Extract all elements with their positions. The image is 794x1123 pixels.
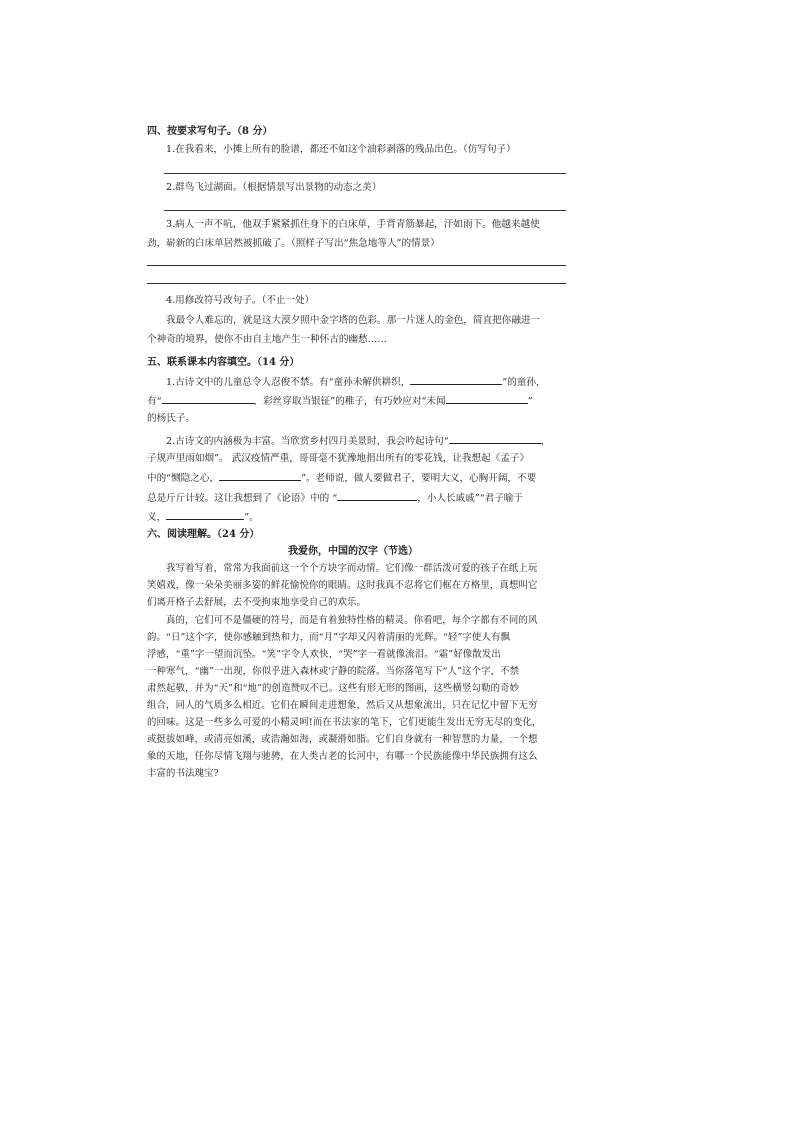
passage-line: 韵。“日”这个字，使你感触到热和力，而“月”字却又闪着清丽的光辉。“轻”字使人有飘 bbox=[147, 632, 511, 643]
answer-line[interactable] bbox=[147, 283, 566, 284]
section-4-question-3-line-1: 3.病人一声不吭，他双手紧紧抓住身下的白床单，手背青筋暴起，汗如雨下。他越来越使 bbox=[166, 219, 540, 230]
passage-line: 丰富的书法瑰宝? bbox=[147, 768, 219, 779]
text-segment: ，彩丝穿取当银钲”的稚子，有巧妙应对“未闻 bbox=[253, 396, 446, 407]
section-5-question-2-line-5 bbox=[147, 509, 259, 524]
section-4-question-4: 4.用修改符号改句子。（不止一处） bbox=[166, 295, 315, 306]
passage-line: 我写着写着，常常为我面前这一个个方块字而动情。它们像一群活泼可爱的孩子在纸上玩 bbox=[166, 563, 538, 574]
passage-line: 真的，它们可不是僵硬的符号，而是有着独特性格的精灵。你看吧，每个字都有不同的风 bbox=[166, 615, 538, 626]
answer-line[interactable] bbox=[164, 210, 566, 211]
text-segment: ”的童孙， bbox=[502, 377, 546, 388]
passage-line: 象的天地，任你尽情飞翔与驰骋，在人类古老的长河中，有哪一个民族能像中华民族拥有这么 bbox=[147, 751, 538, 762]
passage-line: 浮感，“重”字一望而沉坠。“笑”字令人欢快，“哭”字一看就像流泪。“霜”好像散发出 bbox=[147, 649, 501, 660]
passage-line: 的回味。这是一些多么可爱的小精灵呵!而在书法家的笔下，它们更能生发出无穷无尽的变化， bbox=[147, 717, 542, 728]
text-segment: 1.古诗文中的儿童总令人忍俊不禁。有“童孙未解供耕织， bbox=[166, 377, 411, 388]
section-5-question-2-line-2: 子规声里雨如烟”。 武汉疫情严重，哥哥毫不犹豫地捐出所有的零花钱，让我想起《孟子》 bbox=[147, 453, 530, 464]
text-segment: 总是斤斤计较。这让我想到了《论语》中的 “ bbox=[147, 493, 338, 504]
section-4-question-4-text-line-2: 个神奇的境界，使你不由自主地产生一种怀古的幽愁…… bbox=[147, 334, 387, 345]
text-segment: ， bbox=[540, 436, 551, 447]
passage-line: 笑嬉戏，像一朵朵美丽多姿的鲜花愉悦你的眼睛。这时我真不忍将它们框在方格里，真想叫它 bbox=[147, 580, 538, 591]
fill-blank[interactable] bbox=[166, 509, 244, 520]
reading-passage-title: 我爱你，中国的汉字（节选） bbox=[288, 546, 418, 557]
section-5-question-2-line-3 bbox=[147, 470, 536, 485]
text-segment: ”。 bbox=[244, 512, 259, 523]
fill-blank[interactable] bbox=[219, 470, 301, 481]
section-5-question-2-line-4 bbox=[147, 490, 523, 505]
section-5-question-1-line-2 bbox=[147, 393, 533, 408]
text-segment: ” bbox=[527, 396, 533, 407]
section-4-heading: 四、按要求写句子。（8 分） bbox=[147, 126, 273, 137]
text-segment: ，小人长戚戚”“君子喻于 bbox=[417, 493, 523, 504]
passage-line: 组合，同人的气质多么相近。它们在瞬间走进想象，然后又从想象流出，只在记忆中留下无穷 bbox=[147, 700, 538, 711]
passage-line: 们离开格子去舒展，去不受拘束地享受自己的欢乐。 bbox=[147, 597, 367, 608]
answer-line[interactable] bbox=[147, 265, 566, 266]
passage-line: 或挺拔如峰，或清亮如溪，或浩瀚如海，或凝滑如脂。它们自身就有一种智慧的力量，一个想 bbox=[147, 734, 538, 745]
fill-blank[interactable] bbox=[449, 433, 541, 444]
section-5-question-2-line-1 bbox=[166, 433, 550, 448]
section-4-question-1: 1.在我看来，小摊上所有的脸谱，都还不如这个油彩剥落的残品出色。（仿写句子） bbox=[166, 144, 516, 155]
fill-blank[interactable] bbox=[410, 374, 502, 385]
fill-blank[interactable] bbox=[162, 393, 254, 404]
text-segment: 义， bbox=[147, 512, 167, 523]
section-4-question-3-line-2: 劲，崭新的白床单居然被抓破了。（照样子写出“焦急地等人”的情景） bbox=[147, 238, 440, 249]
text-segment: 有“ bbox=[147, 396, 162, 407]
passage-line: 一种寒气，“幽”一出现，你似乎进入森林或宁静的院落。当你落笔写下“人”这个字，不禁 bbox=[147, 666, 520, 677]
passage-line: 肃然起敬，并为“天”和“地”的创造赞叹不已。这些有形无形的图画，这些横竖勾勒的奇妙 bbox=[147, 683, 520, 694]
section-5-question-1-line-3: 的杨氏子。 bbox=[147, 413, 195, 424]
section-5-heading: 五、联系课本内容填空。（14 分） bbox=[147, 357, 300, 368]
section-5-question-1-line-1 bbox=[166, 374, 546, 389]
section-4-question-4-text-line-1: 我最令人难忘的，就是这大漠夕照中金字塔的色彩。那一片迷人的金色，简直把你融进一 bbox=[166, 315, 541, 326]
text-segment: ”。老师说，做人要做君子，要明大义，心胸开阔，不要 bbox=[301, 473, 537, 484]
fill-blank[interactable] bbox=[446, 393, 528, 404]
fill-blank[interactable] bbox=[337, 490, 417, 501]
text-segment: 2.古诗文的内涵极为丰富。当欣赏乡村四月美景时，我会吟起诗句“ bbox=[166, 436, 449, 447]
answer-line[interactable] bbox=[164, 173, 566, 174]
text-segment: 中的“恻隐之心， bbox=[147, 473, 220, 484]
section-6-heading: 六、阅读理解。（24 分） bbox=[147, 529, 260, 540]
section-4-question-2: 2.群鸟飞过湖面。（根据情景写出景物的动态之美） bbox=[166, 182, 382, 193]
